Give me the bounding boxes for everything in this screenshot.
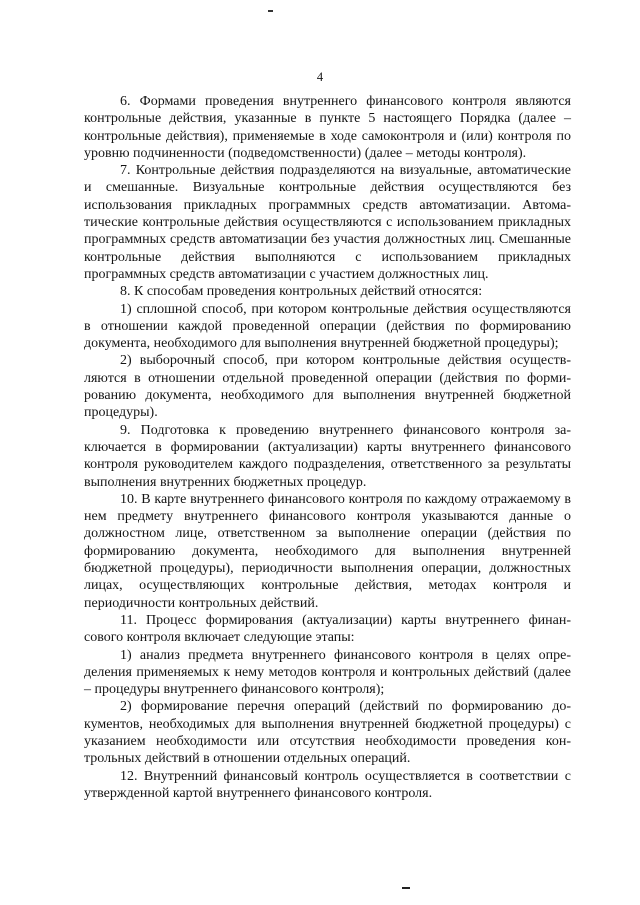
paragraph-11-item-1: 1) анализ предмета внутреннего финансового контроля в целях определения применяемых к нему методов контроля и контрольных действий (далее – процедуры внутреннего финансового контроля);: [84, 647, 571, 698]
paragraph-8-item-1: 1) сплошной способ, при котором контрольные действия осуществляются в отношении каждой проведенной операции (действия по формированию документа, необходимого для выполнения внутренней бюджетной процедуры);: [84, 301, 571, 352]
paragraph-10: 10. В карте внутреннего финансового контроля по каждому отражаемому в нем предмету внутреннего финансового контроля указываются данные о должностном лице, ответственном за выполнение операции (действия по формированию документа, необходимого для выполнения внутренней бюджетной процедуры), периодичности выполнения операции, должностных лицах, осуществляющих контрольные действия, методах контроля и периодичности контрольных действий.: [84, 491, 571, 611]
page-number: 4: [316, 70, 324, 84]
paragraph-6: 6. Формами проведения внутреннего финансового контроля являются контрольные действия, указанные в пункте 5 настоящего Порядка (далее – контрольные действия), применяемые в ходе самоконтроля и (или) контроля по уровню подчиненности (подведомственности) (далее – методы контроля).: [84, 94, 571, 161]
paragraph-11: 11. Процесс формирования (актуализации) карты внутреннего финансового контроля включает следующие этапы:: [84, 612, 571, 646]
paragraph-9: 9. Подготовка к проведению внутреннего финансового контроля заключается в формировании (актуализации) карты внутреннего финансового контроля руководителем каждого подразделения, ответственного за результаты выполнения внутренних бюджетных процедур.: [84, 422, 571, 490]
paragraph-11-item-2: 2) формирование перечня операций (действий по формированию документов, необходимых для выполнения внутренней бюджетной процедуры) с указанием необходимости или отсутствия необходимости проведения контрольных действий в отношении отдельных операций.: [84, 699, 571, 767]
paragraph-8-item-2: 2) выборочный способ, при котором контрольные действия осуществляются в отношении отдельной проведенной операции (действия по формированию документа, необходимого для выполнения внутренней бюджетной процедуры).: [84, 353, 571, 421]
scan-artifact-mark: [402, 887, 410, 889]
paragraph-12: 12. Внутренний финансовый контроль осуществляется в соответствии с утвержденной картой внутреннего финансового контроля.: [84, 768, 571, 801]
scan-artifact-mark: [268, 10, 273, 12]
body-text: [84, 93, 571, 802]
paragraph-7: 7. Контрольные действия подразделяются на визуальные, автоматические и смешанные. Визуальные контрольные действия осуществляются без использования прикладных программных средств автоматизации. Автоматические контрольные действия осуществляются с использованием прикладных программных средств автоматизации без участия должностных лиц. Смешанные контрольные действия выполняются с использованием прикладных программных средств автоматизации с участием должностных лиц.: [84, 163, 571, 282]
paragraph-8: 8. К способам проведения контрольных действий относятся:: [120, 284, 483, 300]
